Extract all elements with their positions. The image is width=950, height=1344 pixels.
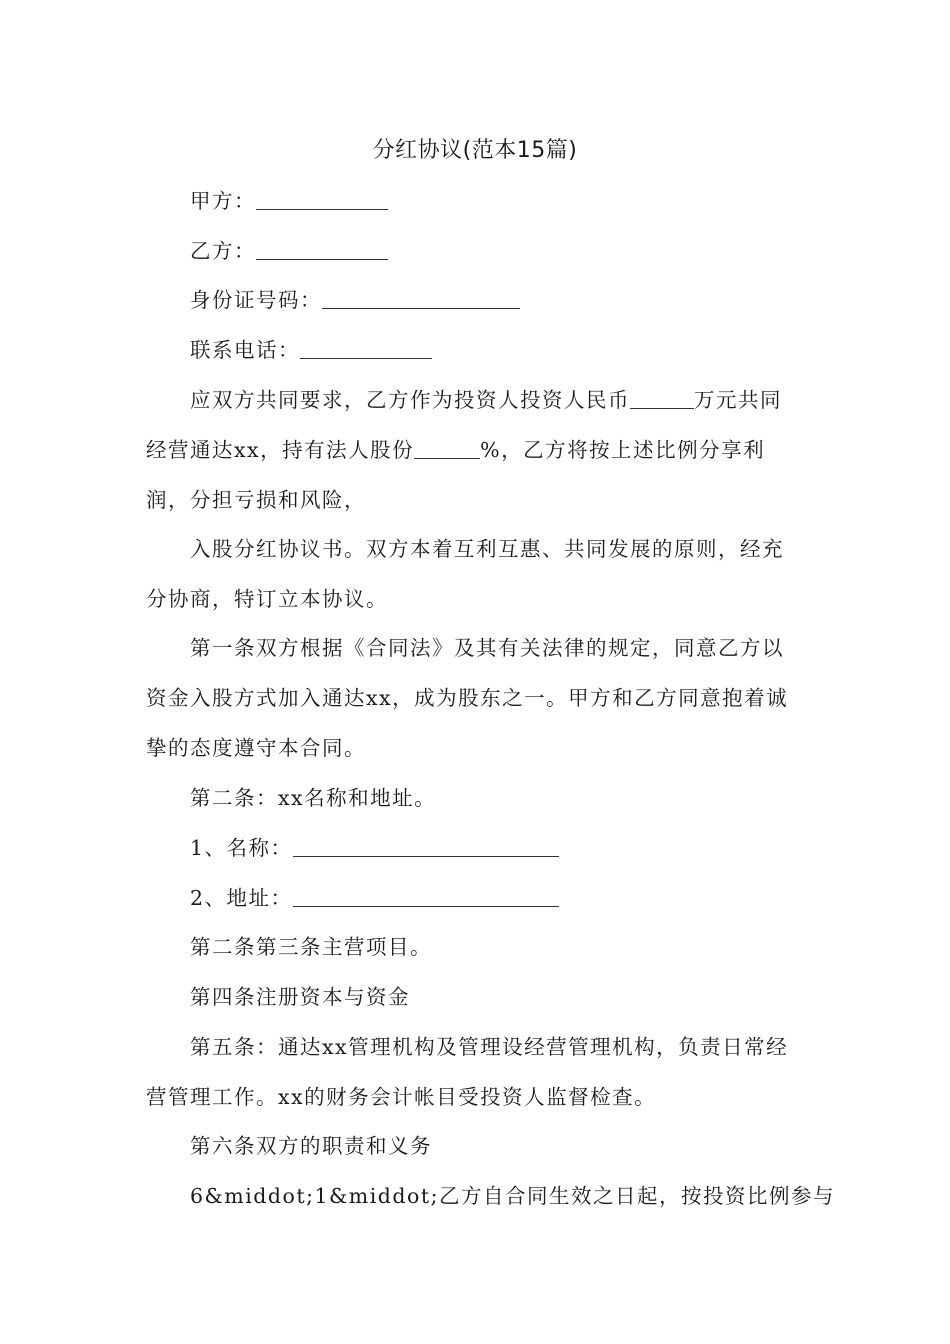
- name-line: [190, 833, 806, 863]
- name-label: 1、名称：: [190, 836, 293, 860]
- party-a-blank[interactable]: [256, 187, 388, 210]
- paragraph-line: 挚的态度遵守本合同。: [146, 736, 366, 760]
- phone-blank[interactable]: [300, 336, 432, 359]
- address-blank[interactable]: [293, 884, 559, 907]
- paragraph-line: 第五条：通达xx管理机构及管理设经营管理机构，负责日常经: [190, 1035, 789, 1059]
- text-span: 经营通达xx，持有法人股份: [146, 438, 415, 462]
- id-number-line: [190, 285, 806, 315]
- paragraph-line: [146, 435, 806, 465]
- paragraph-line: [190, 385, 806, 415]
- party-a-line: [190, 186, 806, 216]
- party-b-blank[interactable]: [256, 237, 388, 260]
- paragraph-line: 第四条注册资本与资金: [190, 985, 410, 1009]
- paragraph-line: 第二条第三条主营项目。: [190, 935, 432, 959]
- text-span: %，乙方将按上述比例分享利: [480, 438, 766, 462]
- party-b-line: [190, 236, 806, 266]
- text-span: 应双方共同要求，乙方作为投资人投资人民币: [190, 388, 630, 412]
- name-blank[interactable]: [293, 834, 559, 857]
- paragraph-line: 资金入股方式加入通达xx，成为股东之一。甲方和乙方同意抱着诚: [146, 686, 789, 710]
- address-label: 2、地址：: [190, 886, 293, 910]
- paragraph-line: 第一条双方根据《合同法》及其有关法律的规定，同意乙方以: [190, 636, 784, 660]
- paragraph-line: 第二条：xx名称和地址。: [190, 786, 437, 810]
- text-span: 万元共同: [694, 388, 782, 412]
- investment-amount-blank[interactable]: [630, 386, 694, 409]
- id-number-blank[interactable]: [322, 286, 520, 309]
- paragraph-line: 入股分红协议书。双方本着互利互惠、共同发展的原则，经充: [190, 537, 784, 561]
- paragraph-line: 营管理工作。xx的财务会计帐目受投资人监督检查。: [146, 1085, 657, 1109]
- party-a-label: 甲方：: [190, 189, 256, 213]
- share-percent-blank[interactable]: [414, 436, 480, 459]
- phone-label: 联系电话：: [190, 338, 300, 362]
- paragraph-line: 润，分担亏损和风险，: [146, 488, 366, 512]
- paragraph-line: 第六条双方的职责和义务: [190, 1134, 432, 1158]
- document-title: 分红协议(范本15篇): [372, 138, 578, 163]
- party-b-label: 乙方：: [190, 239, 256, 263]
- id-number-label: 身份证号码：: [190, 288, 322, 312]
- paragraph-line: 分协商，特订立本协议。: [146, 587, 388, 611]
- address-line: [190, 883, 806, 913]
- paragraph-line: 6&middot;1&middot;乙方自合同生效之日起，按投资比例参与: [190, 1184, 836, 1208]
- phone-line: [190, 335, 806, 365]
